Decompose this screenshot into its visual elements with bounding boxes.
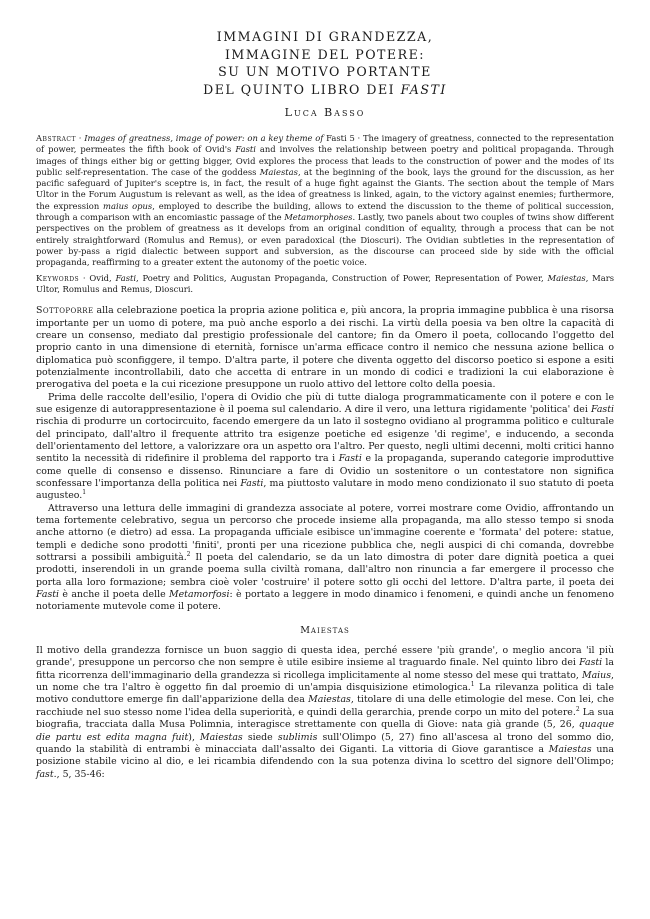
keywords-text: , Poetry and Politics, Augustan Propaganda, Construction of Power, Representation of Power, xyxy=(136,272,548,283)
abstract-text: , employed to describe the building, allows to extend the discussion to the theme of political succession, through a comparison with an encomiastic passage of the xyxy=(36,200,614,223)
footnote-marker[interactable]: 2 xyxy=(186,550,191,558)
italic-term: sublimis xyxy=(277,731,318,743)
paragraph-text: , ma piuttosto valutare in modo meno condizionato il suo statuto di poeta augusteo. xyxy=(36,477,615,502)
paragraph-text: una posizione stabile vicino al dio, e lei ricambia difendendo con la sua potenza divina lo scettro del signore dell'Olimpo; xyxy=(36,743,614,768)
italic-term: Maiestas xyxy=(548,743,592,755)
article-title xyxy=(36,28,614,98)
keywords-text: , Mars Ultor, Romulus and Remus, Dioscuri. xyxy=(36,272,615,294)
paragraph-text: alla celebrazione poetica la propria azione politica e, più ancora, la propria immagine pubblica è una risorsa importante per un uomo di potere, ma può anche esporlo a dei rischi. La virtù della poesia va ben oltre la capacità di creare un consenso, mediato dal prestigio professionale del cantore; fin da Omero il poeta, collocando l'oggetto del proprio canto in una dimensione di eternità, fornisce un'arma efficace contro il nemico che nessuna azione bellica o diplomatica può sconfiggere, il tempo. D'altra parte, il potere che diventa oggetto del discorso poetico si espone a esiti potenzialmente incontrollabili, dato che accetta di entrare in un mondo di codici e tradizioni la cui elaborazione è prerogativa del poeta e la cui ricezione presuppone un ruolo attivo del lettore colto della poesia. xyxy=(36,305,614,391)
keywords-text: Ovid, xyxy=(89,272,116,283)
abstract-italic: Fasti xyxy=(235,144,256,155)
latin-quote: quaque die partu est edita magna fuit xyxy=(36,719,614,743)
paragraph-text: La rilevanza politica di tale motivo conduttore emerge fin dall'apparizione della dea xyxy=(36,682,614,706)
title-line: IMMAGINE DEL POTERE: xyxy=(224,46,426,62)
paragraph-text: siede xyxy=(242,731,278,743)
title-line-prefix: DEL QUINTO LIBRO DEI xyxy=(203,81,401,97)
paragraph-text: , un nome che tra l'altro è oggetto fin dal proemio di un'ampia disquisizione etimologica. xyxy=(36,669,614,694)
paragraph-text: sull'Olimpo (5, 27) fino all'ascesa al trono del sommo dio, quando la stabilità di entrambi è minacciata dall'assalto dei Giganti. La vittoria di Giove garantisce a xyxy=(36,731,614,755)
title-italic-word: FASTI xyxy=(400,81,447,97)
abstract-text: The imagery of greatness, connected to the representation of power, permeates the fifth book of Ovid's xyxy=(36,133,614,155)
italic-term: Maiestas xyxy=(200,731,243,743)
paragraph-text: : è portato a leggere in modo dinamico i fenomeni, e quindi anche un fenomeno notoriamente mutevole come il potere. xyxy=(36,589,614,613)
abstract-italic: Metamorphoses xyxy=(284,212,353,223)
italic-term: Fasti xyxy=(338,453,362,465)
footnote-marker[interactable]: 2 xyxy=(575,705,580,713)
italic-term: Fasti xyxy=(240,477,264,489)
italic-term: Fasti xyxy=(590,403,614,415)
abstract xyxy=(36,133,614,269)
body-paragraph xyxy=(36,392,614,503)
italic-term: Maius xyxy=(581,669,612,681)
italic-term: Fasti xyxy=(36,589,60,601)
paragraph-text: la fitta ricorrenza dell'immaginario della grandezza si ricollega implicitamente al nome stesso del mese qui trattato, xyxy=(36,657,614,681)
title-line xyxy=(36,81,614,99)
abstract-italic: maius opus xyxy=(103,200,153,211)
keywords xyxy=(36,273,614,296)
paragraph-text: , titolare di una delle etimologie del mese. Con lei, che racchiude nel suo stesso nome l'idea della superiorità, e quindi della gerarchia, prende corpo un mito del potere. xyxy=(36,694,614,718)
paragraph-text: ., 5, 35-46: xyxy=(53,768,105,780)
title-line: SU UN MOTIVO PORTANTE xyxy=(218,64,432,79)
abstract-text: and involves the relationship between poetry and political propaganda. Through images of things either big or getting bigger, Ovid explores the process that leads to the construction of power and the modes of its public self-representation. The case of the goddess xyxy=(36,144,615,177)
abstract-text: , at the beginning of the book, lays the ground for the discussion, as her pacific safeguard of Jupiter's sceptre is, in fact, the result of a huge fight against the Giants. The section about the temple of Mars Ultor in the Forum Augustum is relevant as well, as the idea of greatness is linked, again, to the victory against enemies; furthermore, the expression xyxy=(36,166,614,211)
paragraph-text: Il motivo della grandezza fornisce un buon saggio di questa idea, perché essere 'più grande', o meglio ancora 'il più grande', presuppone un percorso che non sempre è utile esibire insieme al traguardo finale. Nel quinto libro dei xyxy=(36,645,614,669)
paragraph-text: ), xyxy=(188,731,201,743)
keywords-italic: Fasti xyxy=(115,272,137,283)
paragraph-text: è anche il poeta delle xyxy=(59,589,170,601)
paragraph-text: Prima delle raccolte dell'esilio, l'opera di Ovidio che più di tutte dialoga programmaticamente con il potere e con le sue esigenze di autorappresentazione è il poema sul calendario. A dire il vero, una lettura rigidamente 'politica' dei xyxy=(36,391,614,415)
citation-abbrev: fast xyxy=(36,768,54,780)
abstract-text: . Lastly, two panels about two couples of twins show different perspectives on the problem of greatness as it develops from an original condition of equality, through a process that can be not entirely straightforward (Romulus and Remus), or even paradoxical (the Dioscuri). The Ovidian subtleties in the representation of power by-pass a rigid dialectic between support and subversion, as the discourse can proceed side by side with the official propaganda, reaffirming to a greater extent the autonomy of the poetic voice. xyxy=(36,212,614,268)
body-paragraph xyxy=(36,305,614,391)
abstract-label: Abstract xyxy=(36,133,77,143)
body-paragraph xyxy=(36,503,614,614)
section-heading: Maiestas xyxy=(300,624,350,636)
italic-term: Fasti xyxy=(579,657,603,669)
italic-term: Metamorfosi xyxy=(169,589,230,601)
footnote-marker[interactable]: 1 xyxy=(82,489,87,497)
keywords-label: Keywords xyxy=(36,272,80,283)
body-paragraph xyxy=(36,645,614,781)
title-line: IMMAGINI DI GRANDEZZA, xyxy=(216,29,434,44)
opening-small-caps: Sottoporre xyxy=(36,305,94,317)
paragraph-text: Il poeta del calendario, se da un lato dimostra di poter dare dignità poetica a quei prodotti, inserendoli in un grande poema sulla civiltà romana, dall'altro non rinuncia a far emergere il processo che porta alla loro formazione; sembra cioè voler 'costruire' il potere sotto gli occhi del lettore. D'altra parte, il poeta dei xyxy=(36,552,614,588)
abstract-english-title-tail: Fasti 5 · xyxy=(323,133,363,143)
keywords-italic: Maiestas xyxy=(547,272,586,283)
paragraph-text: rischia di produrre un cortocircuito, facendo emergere da un lato il sostegno ovidiano al programma politico e culturale del principato, dall'altro il frequente attrito tra esigenze poetiche ed esigenze 'di regime', e inducendo, a seconda dell'orientamento del lettore, a valorizzare ora un aspetto ora l'altro. Per questo, negli ultimi decenni, molti critici hanno sentito la necessità di ridefinire il problema del rapporto tra i xyxy=(36,416,614,465)
italic-term: Maiestas xyxy=(308,694,351,706)
paragraph-text: e la propaganda, superando categorie improduttive come quelle di consenso e dissenso. Rinunciare a fare di Ovidio un sostenitore o un contestatore non significa sconfessare l'importanza della politica nei xyxy=(36,453,614,489)
abstract-separator: · xyxy=(76,133,85,143)
paragraph-text: La sua biografia, tracciata dalla Musa Polimnia, interagisce strettamente con quella di Giove: nata già grande (5, 26, xyxy=(36,706,614,731)
article-body xyxy=(36,305,614,781)
abstract-italic: Maiestas xyxy=(259,166,298,177)
author-name: Luca Basso xyxy=(284,106,366,119)
keywords-separator: · xyxy=(79,272,90,283)
paragraph-text: Attraverso una lettura delle immagini di grandezza associate al potere, vorrei mostrare come Ovidio, affrontando un tema fortemente celebrativo, segua un percorso che procede insieme alla propaganda, ma allo stesso tempo si snoda anche attorno (e dietro) ad essa. La propaganda ufficiale esibisce un'immagine coerente e 'formata' del potere: statue, templi e dediche sono prodotti 'finiti', pronti per una ricezione pubblica che, negli auspici di chi comanda, dovrebbe sottrarsi a possibili ambiguità. xyxy=(36,502,614,564)
abstract-english-title: Images of greatness, image of power: on a key theme of xyxy=(84,133,324,143)
footnote-marker[interactable]: 1 xyxy=(470,681,475,688)
